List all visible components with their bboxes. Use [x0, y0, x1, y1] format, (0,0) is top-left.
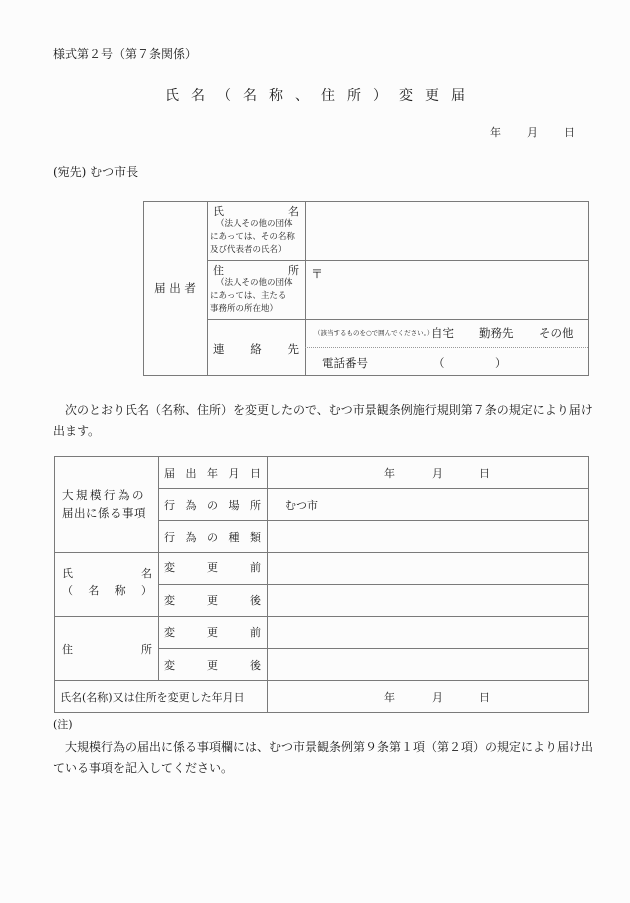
- phone-number-field[interactable]: [445, 350, 493, 372]
- postal-mark-icon: 〒: [311, 267, 324, 281]
- name-note: [210, 218, 295, 257]
- label-char: 年: [207, 467, 218, 480]
- label-char: 更: [207, 561, 218, 574]
- address-after-field[interactable]: [268, 649, 587, 679]
- label-char: の: [207, 531, 218, 544]
- label-char: ）: [140, 584, 152, 597]
- title-char: 所: [347, 88, 361, 104]
- act-type-field[interactable]: [268, 521, 587, 551]
- phone-label: 電話番号: [322, 356, 368, 370]
- address-field[interactable]: [306, 261, 587, 318]
- label-char: 日: [250, 467, 261, 480]
- change-date-field[interactable]: [268, 681, 587, 711]
- day-label: 日: [564, 126, 575, 139]
- address-before-label: [164, 624, 261, 640]
- change-date-day: 日: [479, 691, 490, 704]
- label-char: 後: [250, 659, 261, 672]
- title-char: 変: [399, 88, 413, 104]
- label-char: 住: [62, 643, 73, 656]
- contact-option-work[interactable]: 勤務先: [479, 326, 514, 340]
- phone-open-paren: （: [433, 356, 445, 370]
- name-label: [213, 203, 299, 219]
- contact-instruction: （該当するものを○で囲んでください。）: [314, 329, 434, 337]
- act-location-value[interactable]: むつ市: [285, 499, 318, 512]
- contact-label: [213, 341, 299, 357]
- label-char: 変: [164, 626, 175, 639]
- submission-date: [490, 124, 575, 140]
- contact-label-char: 絡: [250, 342, 262, 356]
- contact-label-char: 先: [287, 342, 299, 356]
- title-char: 、: [295, 88, 309, 104]
- label-char: （: [62, 584, 73, 597]
- label-char: 類: [250, 531, 261, 544]
- label-char: 届: [164, 467, 175, 480]
- label-char: の: [207, 499, 218, 512]
- label-char: 氏: [62, 567, 73, 580]
- name-after-label: [164, 592, 261, 608]
- large-act-group-line1: 大規模行為の: [62, 488, 146, 502]
- year-label: 年: [490, 126, 501, 139]
- label-char: 行: [164, 499, 175, 512]
- act-type-label: [164, 529, 261, 545]
- label-char: 後: [250, 594, 261, 607]
- change-date-year: 年: [384, 691, 395, 704]
- label-char: 前: [250, 561, 261, 574]
- label-char: 変: [164, 659, 175, 672]
- title-char: 称: [269, 88, 283, 104]
- address-group-label: [62, 641, 152, 657]
- month-label: 月: [527, 126, 538, 139]
- notification-date-month: 月: [432, 467, 443, 480]
- act-location-label: [164, 497, 261, 513]
- address-note-line: 事務所の所在地）: [210, 304, 279, 314]
- large-act-group-line2: 届出に係る事項: [62, 506, 146, 520]
- label-char: 為: [185, 531, 197, 544]
- name-before-label: [164, 559, 261, 575]
- name-group-line1: [62, 565, 152, 581]
- addressee: (宛先) むつ市長: [53, 165, 139, 179]
- phone-close-paren: ）: [495, 356, 507, 370]
- label-char: 名: [88, 584, 100, 597]
- name-group-line2: [62, 582, 152, 598]
- address-before-field[interactable]: [268, 617, 587, 647]
- address-note-line: （法人その他の団体: [216, 278, 293, 288]
- contact-option-other[interactable]: その他: [539, 326, 574, 340]
- name-field[interactable]: [306, 202, 587, 259]
- address-label-char: 住: [213, 264, 224, 277]
- label-char: 名: [141, 567, 152, 580]
- title-char: 届: [451, 88, 465, 104]
- label-char: 更: [207, 594, 218, 607]
- label-char: 行: [164, 531, 175, 544]
- address-after-label: [164, 657, 261, 673]
- label-char: 前: [250, 626, 261, 639]
- title-char: 住: [321, 88, 335, 104]
- note-text: 大規模行為の届出に係る事項欄には、むつ市景観条例第９条第１項（第２項）の規定により届け出ている事項を記入してください。: [53, 740, 594, 775]
- notification-date-year: 年: [384, 467, 395, 480]
- body-text: 次のとおり氏名（名称、住所）を変更したので、むつ市景観条例施行規則第７条の規定により届け出ます。: [53, 403, 593, 438]
- notifier-group-label: 届 出 者: [154, 281, 196, 295]
- title-char: ）: [373, 88, 387, 104]
- title-char: 名: [243, 88, 257, 104]
- title-char: 更: [425, 88, 439, 104]
- label-char: 出: [185, 467, 197, 480]
- document-title: [0, 85, 630, 105]
- label-char: 変: [164, 561, 175, 574]
- label-char: 所: [141, 643, 152, 656]
- notification-date-day: 日: [479, 467, 490, 480]
- name-label-char: 名: [288, 205, 299, 218]
- title-char: 氏: [165, 88, 179, 104]
- label-char: 種: [228, 531, 240, 544]
- note-label: (注): [53, 718, 73, 731]
- label-char: 為: [185, 499, 197, 512]
- name-before-field[interactable]: [268, 553, 587, 583]
- notification-date-label: [164, 465, 261, 481]
- name-note-line: にあっては、その名称: [210, 232, 295, 242]
- change-date-label: 氏名(名称)又は住所を変更した年月日: [60, 691, 245, 704]
- notification-date-field[interactable]: [268, 457, 587, 487]
- address-note-line: にあっては、主たる: [210, 291, 287, 301]
- name-label-char: 氏: [213, 205, 224, 218]
- contact-option-home[interactable]: 自宅: [431, 326, 454, 340]
- contact-label-char: 連: [213, 342, 225, 356]
- label-char: 場: [228, 499, 240, 512]
- change-date-month: 月: [432, 691, 443, 704]
- label-char: 変: [164, 594, 175, 607]
- address-label-char: 所: [288, 264, 299, 277]
- title-char: （: [217, 88, 231, 104]
- form-number: 様式第２号（第７条関係）: [53, 47, 198, 61]
- title-char: 名: [191, 88, 205, 104]
- address-note: [210, 277, 293, 316]
- label-char: 月: [228, 467, 240, 480]
- label-char: 所: [250, 499, 261, 512]
- name-after-field[interactable]: [268, 585, 587, 615]
- name-note-line: 及び代表者の氏名）: [210, 245, 287, 255]
- label-char: 称: [114, 584, 126, 597]
- name-note-line: （法人その他の団体: [216, 219, 293, 229]
- label-char: 更: [207, 626, 218, 639]
- address-label: [213, 262, 299, 278]
- label-char: 更: [207, 659, 218, 672]
